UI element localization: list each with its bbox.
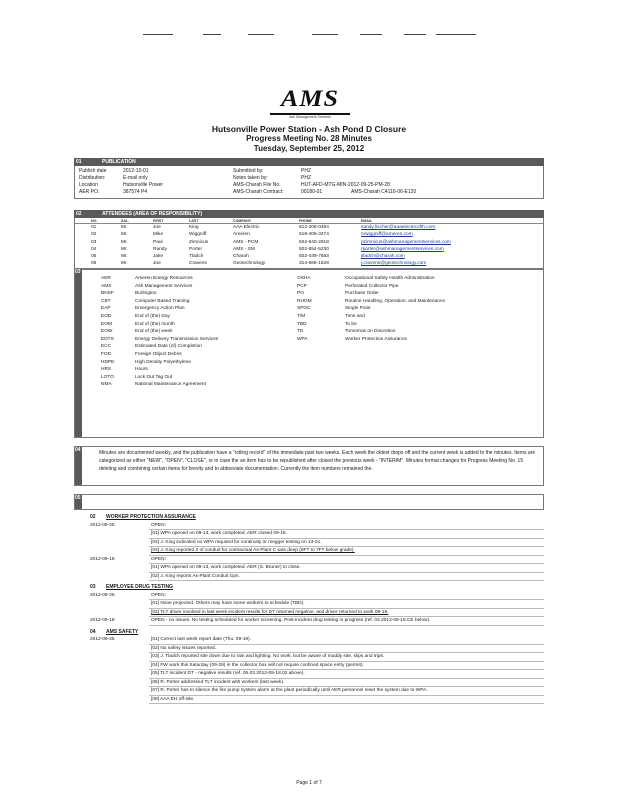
- attendee-phone: 502-449-7653: [299, 254, 329, 260]
- attendee-row: [75, 253, 543, 260]
- col-no: NO.: [91, 219, 98, 223]
- item-text: [07] R. Porter has to silence the fire pump system alarm at the plant periodically until AER personnel reset the system due to WPA.: [149, 687, 544, 696]
- publication-row: [75, 175, 543, 182]
- section-number: 01: [76, 159, 82, 165]
- abbr-meaning: High Density Polyethylene: [135, 359, 191, 365]
- attendee-sal: Mr.: [121, 225, 128, 230]
- attendee-first: Joe: [153, 225, 161, 230]
- attendee-first: Joe: [153, 261, 161, 267]
- abbr-meaning: End of (the) week: [135, 329, 173, 335]
- abbr-code: EAP: [101, 306, 111, 312]
- abbr-code: FOD: [101, 351, 112, 357]
- abbr-code: PO: [297, 291, 304, 297]
- kv-label: Publish date: [79, 168, 107, 174]
- abbr-code: LOTO: [101, 374, 114, 380]
- abbr-meaning: National Maintenance Agreement: [135, 382, 206, 388]
- section-number: 04: [75, 447, 81, 453]
- abbr-meaning: Computer Based Training: [135, 298, 190, 304]
- col-company: COMPANY: [233, 219, 252, 223]
- attendee-company: Ameren: [233, 232, 250, 238]
- item-row: [74, 696, 544, 705]
- document-date: Tuesday, September 25, 2012: [253, 144, 365, 153]
- attendee-row: [75, 239, 543, 246]
- abbr-meaning: Worker Protection Assurance: [345, 336, 408, 342]
- publication-row: [75, 189, 543, 196]
- attendee-email-link[interactable]: sandy.fischer@aaaelectricofth.com: [361, 225, 436, 230]
- attendee-sal: Mr.: [121, 254, 128, 260]
- kv-value: E-mail only: [123, 175, 148, 181]
- col-sal: SAL.: [121, 219, 130, 223]
- kv-label: Notes taken by:: [233, 175, 268, 181]
- abbr-row: [75, 283, 543, 291]
- attendee-phone: 618-406-3474: [299, 232, 329, 238]
- attendee-first: Jake: [153, 254, 164, 260]
- attendee-email-link[interactable]: jtladch@charah.com: [361, 254, 405, 260]
- item-row: [74, 687, 544, 696]
- item-row: [74, 679, 544, 688]
- attendee-phone: 502-554-5230: [299, 246, 329, 252]
- items-list: [74, 510, 544, 704]
- publication-header: [74, 158, 544, 166]
- abbr-meaning: Purchase Order: [345, 291, 379, 297]
- attendee-sal: Mr.: [121, 246, 128, 252]
- abbr-code: PCP: [297, 283, 307, 289]
- abbr-code: CBT: [101, 298, 111, 304]
- attendee-last: Porter: [189, 246, 203, 252]
- item-row: [74, 600, 544, 609]
- items-top-box: [74, 494, 544, 510]
- attendee-sal: Mr.: [121, 261, 128, 267]
- item-number: 03: [90, 584, 96, 590]
- abbr-code: NMA: [101, 382, 112, 388]
- item-title: AMS SAFETY: [106, 628, 139, 635]
- abbr-code: EOD: [101, 313, 112, 319]
- abbr-code: ECC: [101, 344, 112, 350]
- item-date: 2012-09-25: [90, 522, 115, 528]
- abbr-code: BNSF: [101, 291, 114, 297]
- kv-label: Location: [79, 182, 98, 188]
- item-row: [74, 522, 544, 531]
- attendee-company: Geotechnology: [233, 261, 266, 267]
- abbr-row: [75, 336, 543, 344]
- attendee-no: 03: [91, 239, 97, 245]
- item-row: [74, 609, 544, 618]
- abbr-code: TBD: [297, 321, 307, 327]
- abbr-code: HRS: [101, 367, 112, 373]
- attendee-last: Zimnicus: [189, 239, 209, 245]
- kv-value: Hutsonville Power: [123, 182, 164, 188]
- col-email: EMAIL: [361, 219, 373, 223]
- abbr-row: [75, 359, 543, 367]
- abbr-meaning: Perforated Collector Pipe: [345, 283, 399, 289]
- kv-value: PHZ: [301, 168, 311, 174]
- item-text: [06] R. Porter addressed TLT incident with workers (last week).: [149, 679, 544, 688]
- attendee-phone: 812-208-0484: [299, 225, 329, 230]
- item-heading: [74, 629, 544, 637]
- item-text: OPEN - no issues. No testing scheduled for worker screening. Post-incident drug testing in progress (ref. 04.2012-09-18.CE below).: [149, 617, 544, 626]
- attendees-header: [74, 210, 544, 218]
- col-last: LAST: [189, 219, 199, 223]
- item-row: [74, 556, 544, 565]
- abbr-code: SPOC: [297, 306, 311, 312]
- kv-value: 387574 P4: [123, 189, 148, 195]
- abbr-code: AMS: [101, 283, 112, 289]
- section-title: ATTENDEES (AREA OF RESPONSIBILITY): [102, 211, 203, 217]
- abbr-meaning: Single Point: [345, 306, 371, 312]
- attendee-sal: Mr.: [121, 239, 128, 245]
- abbr-meaning: Foreign Object Debris: [135, 351, 182, 357]
- abbr-code: EDTS: [101, 336, 114, 342]
- item-row: [74, 573, 544, 582]
- section-number: 03: [75, 269, 81, 275]
- item-text: [02] J. King reports As-Plant Conduit Gps.: [149, 573, 544, 582]
- attendee-email-link[interactable]: mwiggniff@ameren.com: [361, 232, 413, 238]
- abbr-code: TD: [297, 329, 304, 335]
- item-row: [74, 653, 544, 662]
- attendees-section: [74, 210, 544, 270]
- kv-label: AER PO:: [79, 189, 100, 195]
- item-row: [74, 539, 544, 548]
- kv-value: 00180-01: [301, 189, 323, 195]
- item-date: 2012-09-18: [90, 556, 115, 562]
- item-row: [74, 530, 544, 539]
- attendee-email-link[interactable]: j.cravens@geotechnology.com: [361, 261, 427, 267]
- attendee-last: King: [189, 225, 199, 230]
- attendee-first: Paul: [153, 239, 163, 245]
- item-text: [01] WPA opened on 09-13, work completed, AER closed 09-18.: [149, 530, 544, 539]
- abbr-meaning: End of (the) Day: [135, 313, 170, 319]
- kv-label: AMS-Charah Contract:: [233, 189, 284, 195]
- abbr-row: [75, 374, 543, 382]
- logo-subtitle: Ash Management Services: [289, 115, 331, 119]
- item-text: [08] AAA EH off-site.: [149, 696, 544, 705]
- attendee-company: AMS - PCM: [233, 239, 259, 245]
- item-number: 04: [90, 628, 96, 635]
- abbr-code: RHOM: [297, 298, 312, 304]
- header-rule-marks: [0, 34, 618, 38]
- attendee-no: 05: [91, 254, 97, 260]
- minutes-notes-text: Minutes are documented weekly, and the publication have a "rolling record" of the immediate past two weeks. Each week the oldest drops off and the current week is added to the minutes. Items are categorized as either "NEW", "OPEN", "CLOSE", or in case the an item has to be republished after closed the previous week - "INTERIM". Minutes format changes for Progress Meeting No. 15 deleting and combining certain items for brevity and to abbreviate documentation. Currently the item numbers remained the.: [99, 450, 536, 472]
- attendee-no: 06: [91, 261, 97, 267]
- item-row: [74, 670, 544, 679]
- notes-body: [74, 446, 544, 486]
- abbr-code: T/M: [297, 313, 306, 319]
- attendee-no: 01: [91, 225, 97, 230]
- abbreviations-section: [74, 268, 544, 438]
- abbr-row: [75, 328, 543, 336]
- kv-value: PHZ: [301, 175, 311, 181]
- attendee-first: Randy: [153, 246, 167, 252]
- abbr-row: [75, 305, 543, 313]
- item-date: 2012-09-25: [90, 592, 115, 598]
- item-text: [04] FW work this Saturday (09-29) in the collector box will not require confined space entry (permit).: [149, 662, 544, 671]
- kv-label: AMS-Charah File No.: [233, 182, 281, 188]
- abbr-meaning: Hours: [135, 367, 148, 373]
- abbr-row: [75, 381, 543, 389]
- attendee-row: [75, 246, 543, 253]
- attendee-company: AMS - SM: [233, 246, 255, 252]
- item-text: [05] TLT incident DT - negative results (ref. 05.03.2012-09-18.02 above).: [149, 670, 544, 679]
- abbr-meaning: End of (the) month: [135, 321, 175, 327]
- abbr-meaning: Occupational Safety Health Administration: [345, 276, 435, 281]
- abbr-meaning: To be: [345, 321, 357, 327]
- abbr-code: AER: [101, 276, 111, 281]
- item-text: [01] WPA opened on 09-13, work completed, AER (S. Bruner) to close.: [149, 564, 544, 573]
- item-date: 2012-09-18: [90, 618, 115, 623]
- attendee-last: Wiggniff: [189, 232, 207, 238]
- item-text: [02] No safety issues reported.: [149, 645, 544, 654]
- item-heading: [74, 514, 544, 522]
- attendee-last: Cravens: [189, 261, 207, 267]
- abbr-row: [75, 321, 543, 329]
- item-number: 02: [90, 514, 96, 520]
- attendee-row: [75, 231, 543, 238]
- attendee-company: Charah: [233, 254, 249, 260]
- item-row: [74, 592, 544, 601]
- attendee-first: Mike: [153, 232, 164, 238]
- section-title: PUBLICATION: [102, 159, 136, 165]
- abbr-meaning: Ash Management Services: [135, 283, 193, 289]
- item-row: [74, 645, 544, 654]
- item-text: OPEN:: [149, 556, 544, 565]
- abbr-meaning: Tomorrow on Discretion: [345, 329, 396, 335]
- item-text: [03] J. King reported 2 of conduit for contractual As-Plant C was deep (8FT to 7FT below grade).: [149, 547, 544, 556]
- publication-body: [74, 166, 544, 199]
- kv-value: HUT-AFD-MTG-MIN-2012-09-25-PM-28: [301, 182, 390, 188]
- abbr-meaning: Burlington: [135, 291, 157, 297]
- abbr-row: [75, 298, 543, 306]
- attendee-email-link[interactable]: pzimnicus@ashmanagementservices.com: [361, 239, 451, 245]
- item-text: [02] TLT driver involved in last week incident results for DT returned negative, and driver returned to work 09-19.: [149, 609, 544, 618]
- col-first: FIRST: [153, 219, 164, 223]
- publication-row: [75, 182, 543, 189]
- attendee-row: [75, 224, 543, 231]
- logo-text: AMS: [281, 85, 339, 112]
- item-text: OPEN:: [149, 592, 544, 601]
- item-text: OPEN:: [149, 522, 544, 531]
- item-date: 2012-09-25: [90, 637, 115, 642]
- publication-section: [74, 158, 544, 199]
- attendee-phone: 314-568-1628: [299, 261, 329, 267]
- attendee-company: AAA Electric: [233, 225, 260, 230]
- kv-label: Distribution:: [79, 175, 106, 181]
- abbr-row: [75, 313, 543, 321]
- attendee-email-link[interactable]: rporter@ashmanagementservices.com: [361, 246, 444, 252]
- attendee-sal: Mr.: [121, 232, 128, 238]
- attendee-last: Tladch: [189, 254, 204, 260]
- publication-row: [75, 168, 543, 175]
- abbr-meaning: Emergency Action Plan: [135, 306, 185, 312]
- item-heading: [74, 584, 544, 592]
- item-text: [02] J. King indicated no WPA required for continuity or megger testing on 13-01.: [149, 539, 544, 548]
- abbr-code: HDPE: [101, 359, 115, 365]
- attendee-row: [75, 260, 543, 267]
- item-row: [74, 564, 544, 573]
- abbr-meaning: Ameren Energy Resources: [135, 276, 193, 281]
- section-number: 02: [76, 211, 82, 217]
- item-text: [03] J. Tladch reported site down due to rain and lighting. No work, but be aware of muddy site, slips and trips.: [149, 653, 544, 662]
- abbr-code: OSHA: [297, 276, 311, 281]
- item-text: [01] None projected. Others may have some workers to schedule (TBD).: [149, 600, 544, 609]
- abbr-meaning: Routine Handling, Operation, and Maintenance: [345, 298, 446, 304]
- notes-section: [74, 446, 544, 486]
- attendee-no: 02: [91, 232, 97, 238]
- attendees-table: [74, 218, 544, 270]
- abbreviations-body: [74, 268, 544, 438]
- abbr-meaning: Estimated Date (of) Completion: [135, 344, 202, 350]
- kv-value: 2012-10-01: [123, 168, 149, 174]
- abbr-meaning: Energy Delivery Transmission Services: [135, 336, 219, 342]
- abbr-code: WPA: [297, 336, 308, 342]
- abbr-row: [75, 290, 543, 298]
- ams-logo: [270, 86, 350, 120]
- item-title: EMPLOYEE DRUG TESTING: [106, 584, 173, 590]
- abbr-meaning: Time and: [345, 313, 365, 319]
- abbr-row: [75, 275, 543, 283]
- item-row: [74, 617, 544, 626]
- items-section: [74, 494, 544, 704]
- document-title: Hutsonville Power Station - Ash Pond D Closure: [211, 124, 407, 134]
- abbr-meaning: Lock Out Tag Out: [135, 374, 173, 380]
- abbr-code: EOW: [101, 329, 113, 335]
- attendee-no: 04: [91, 246, 97, 252]
- item-row: [74, 636, 544, 645]
- abbr-row: [75, 343, 543, 351]
- title-block: [0, 124, 618, 154]
- abbr-code: EOM: [101, 321, 112, 327]
- attendee-phone: 502-640-2918: [299, 239, 329, 245]
- document-subtitle: Progress Meeting No. 28 Minutes: [246, 134, 372, 143]
- kv-value: AMS-Charah C4116-06-E120: [351, 189, 417, 195]
- item-text: [01] Correct last week report date (Thu. 09-19).: [149, 636, 544, 645]
- item-title: WORKER PROTECTION ASSURANCE: [106, 514, 196, 520]
- item-row: [74, 662, 544, 671]
- abbr-row: [75, 351, 543, 359]
- kv-label: Submitted by:: [233, 168, 264, 174]
- item-row: [74, 547, 544, 556]
- page-footer: Page 1 of 7: [296, 780, 322, 786]
- col-phone: PHONE: [299, 219, 312, 223]
- section-number: 05: [75, 495, 81, 501]
- abbr-row: [75, 366, 543, 374]
